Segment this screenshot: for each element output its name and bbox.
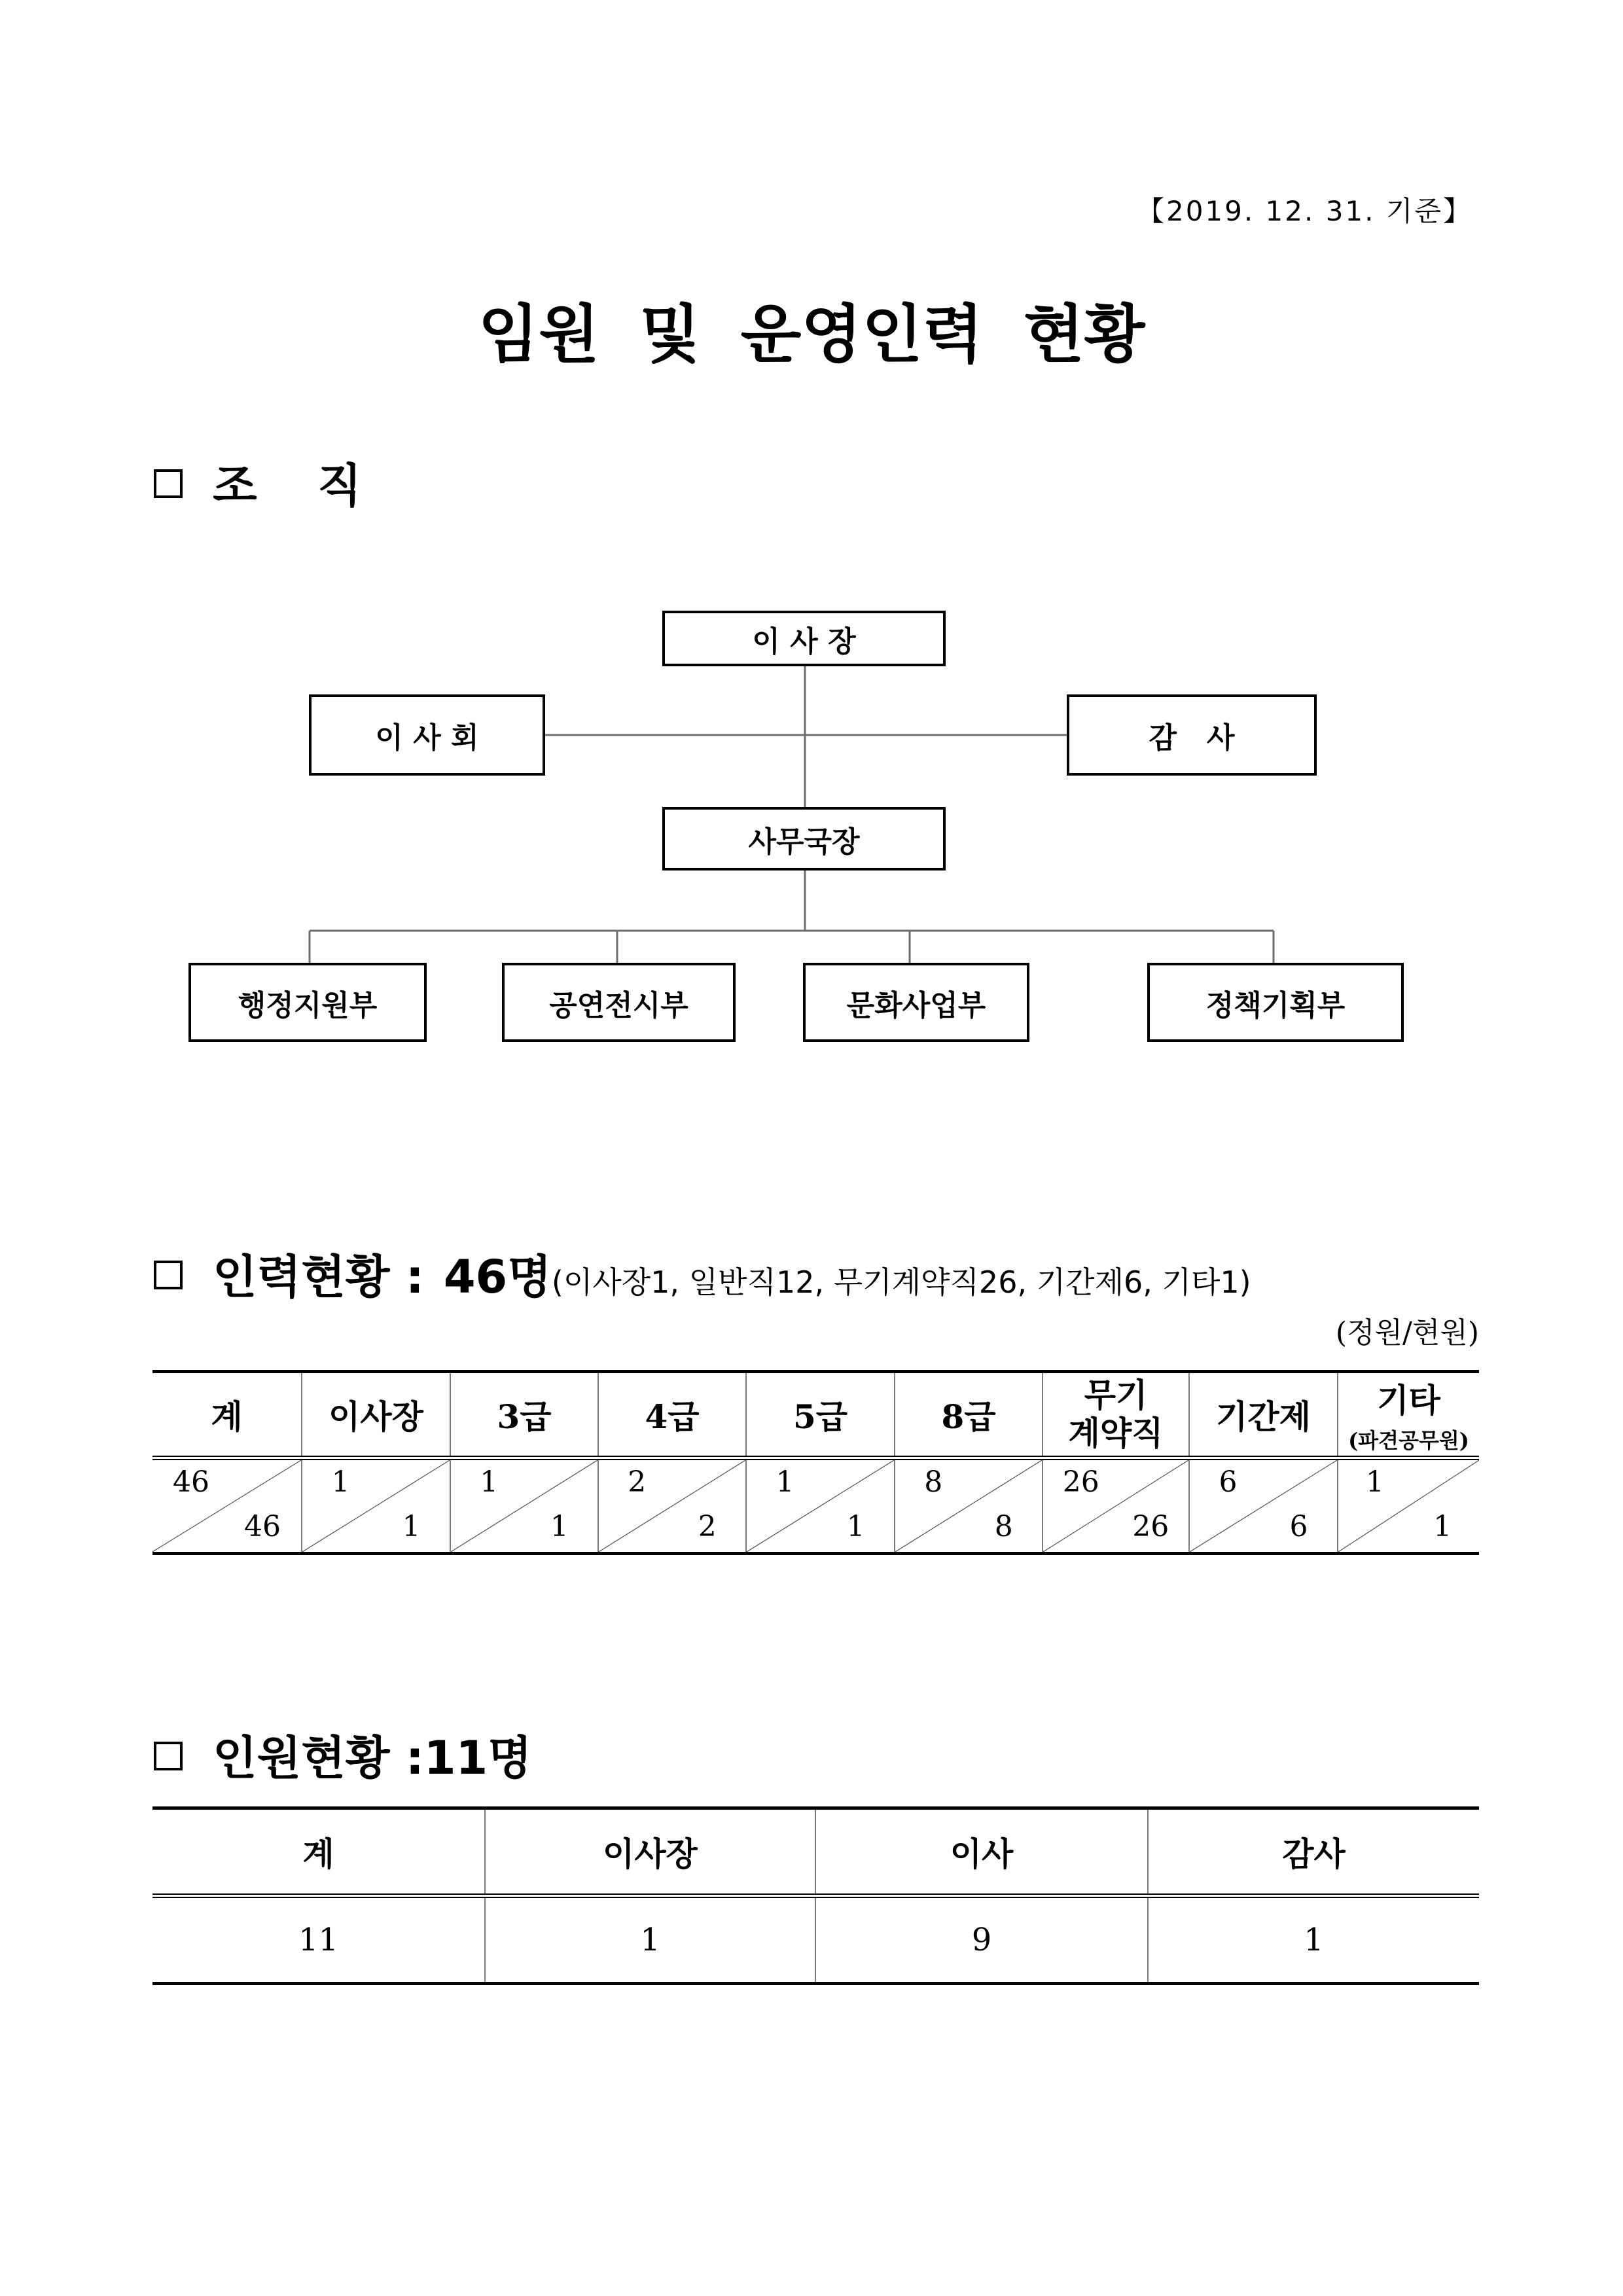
quota-value: 1 bbox=[776, 1465, 794, 1499]
org-chart-connectors bbox=[0, 0, 1623, 1113]
staff-cell-indefinite-contract bbox=[1043, 1460, 1188, 1552]
current-value: 1 bbox=[846, 1510, 865, 1543]
staff-header-fixed-term: 기간제 bbox=[1189, 1372, 1338, 1458]
exec-header-director: 이사 bbox=[815, 1808, 1148, 1896]
staff-cell-chairman bbox=[302, 1460, 450, 1552]
quota-value: 8 bbox=[924, 1465, 943, 1499]
org-box-board: 이 사 회 bbox=[309, 694, 545, 776]
quota-value: 2 bbox=[628, 1465, 647, 1499]
staff-header-indefinite-line2: 계약직 bbox=[1068, 1414, 1164, 1452]
section-executives-heading bbox=[154, 1721, 532, 1787]
exec-value-director: 9 bbox=[815, 1896, 1148, 1984]
current-value: 26 bbox=[1132, 1510, 1169, 1543]
staff-cell-grade3 bbox=[451, 1460, 597, 1552]
org-box-dept-culture-projects: 문화사업부 bbox=[803, 963, 1029, 1042]
staff-header-indefinite-contract bbox=[1043, 1372, 1189, 1458]
page-title: 임원 및 운영인력 현황 bbox=[478, 298, 1145, 371]
quota-value: 1 bbox=[331, 1465, 350, 1499]
staff-cell-other bbox=[1338, 1460, 1479, 1552]
reference-date: 【2019. 12. 31. 기준】 bbox=[1136, 195, 1472, 227]
section-staff-detail: (이사장1, 일반직12, 무기계약직26, 기간제6, 기타1) bbox=[551, 1265, 1251, 1300]
org-box-dept-admin-support: 행정지원부 bbox=[188, 963, 427, 1042]
staff-cell-total bbox=[152, 1460, 301, 1552]
staff-header-chairman: 이사장 bbox=[302, 1372, 450, 1458]
staff-header-grade5: 5급 bbox=[746, 1372, 895, 1458]
section-staff-title: 인력현황 : bbox=[213, 1250, 424, 1304]
checkbox-bullet-icon bbox=[154, 1742, 183, 1770]
staff-header-other-sub: (파견공무원) bbox=[1348, 1428, 1469, 1453]
executive-table bbox=[152, 1806, 1479, 1985]
section-executives-count: 11명 bbox=[423, 1731, 532, 1785]
org-box-secretary-general: 사무국장 bbox=[662, 807, 946, 870]
quota-value: 6 bbox=[1219, 1465, 1238, 1499]
org-box-dept-policy-planning: 정책기획부 bbox=[1147, 963, 1404, 1042]
quota-value: 1 bbox=[1365, 1465, 1384, 1499]
current-value: 46 bbox=[243, 1510, 281, 1543]
quota-value: 46 bbox=[173, 1465, 210, 1499]
staff-table-header-row bbox=[152, 1372, 1479, 1458]
staff-header-total: 계 bbox=[152, 1372, 302, 1458]
staff-header-other-label: 기타 bbox=[1377, 1381, 1440, 1420]
exec-value-auditor: 1 bbox=[1148, 1896, 1479, 1984]
exec-header-chairman: 이사장 bbox=[485, 1808, 815, 1896]
staff-cell-grade4 bbox=[599, 1460, 745, 1552]
current-value: 1 bbox=[1433, 1510, 1452, 1543]
exec-value-chairman: 1 bbox=[485, 1896, 815, 1984]
current-value: 1 bbox=[550, 1510, 569, 1543]
staff-header-grade3: 3급 bbox=[450, 1372, 598, 1458]
staff-table-row bbox=[152, 1458, 1479, 1554]
section-staff-count: 46명 bbox=[443, 1250, 552, 1304]
staff-cell-fixed-term bbox=[1190, 1460, 1337, 1552]
unit-note: (정원/현원) bbox=[1335, 1316, 1479, 1350]
current-value: 2 bbox=[698, 1510, 717, 1543]
current-value: 8 bbox=[994, 1510, 1013, 1543]
section-organization-title: 조 직 bbox=[213, 459, 384, 512]
executive-table-row bbox=[152, 1896, 1479, 1984]
exec-header-auditor: 감사 bbox=[1148, 1808, 1479, 1896]
checkbox-bullet-icon bbox=[154, 1261, 183, 1289]
org-box-auditor: 감 사 bbox=[1067, 694, 1317, 776]
exec-value-total: 11 bbox=[152, 1896, 485, 1984]
org-box-chairman: 이 사 장 bbox=[662, 611, 946, 666]
current-value: 6 bbox=[1289, 1510, 1308, 1543]
staff-table bbox=[152, 1370, 1479, 1555]
quota-value: 26 bbox=[1062, 1465, 1099, 1499]
staff-header-other bbox=[1338, 1372, 1479, 1458]
org-box-dept-performance-exhibition: 공연전시부 bbox=[502, 963, 736, 1042]
staff-header-grade8: 8급 bbox=[895, 1372, 1043, 1458]
exec-header-total: 계 bbox=[152, 1808, 485, 1896]
staff-header-indefinite-line1: 무기 bbox=[1084, 1376, 1148, 1414]
current-value: 1 bbox=[402, 1510, 421, 1543]
section-staff-heading bbox=[154, 1240, 1251, 1306]
staff-cell-grade8 bbox=[895, 1460, 1042, 1552]
staff-header-grade4: 4급 bbox=[598, 1372, 746, 1458]
staff-cell-grade5 bbox=[747, 1460, 894, 1552]
section-executives-title: 인원현황 : bbox=[213, 1731, 424, 1785]
executive-table-header-row bbox=[152, 1808, 1479, 1896]
quota-value: 1 bbox=[480, 1465, 499, 1499]
